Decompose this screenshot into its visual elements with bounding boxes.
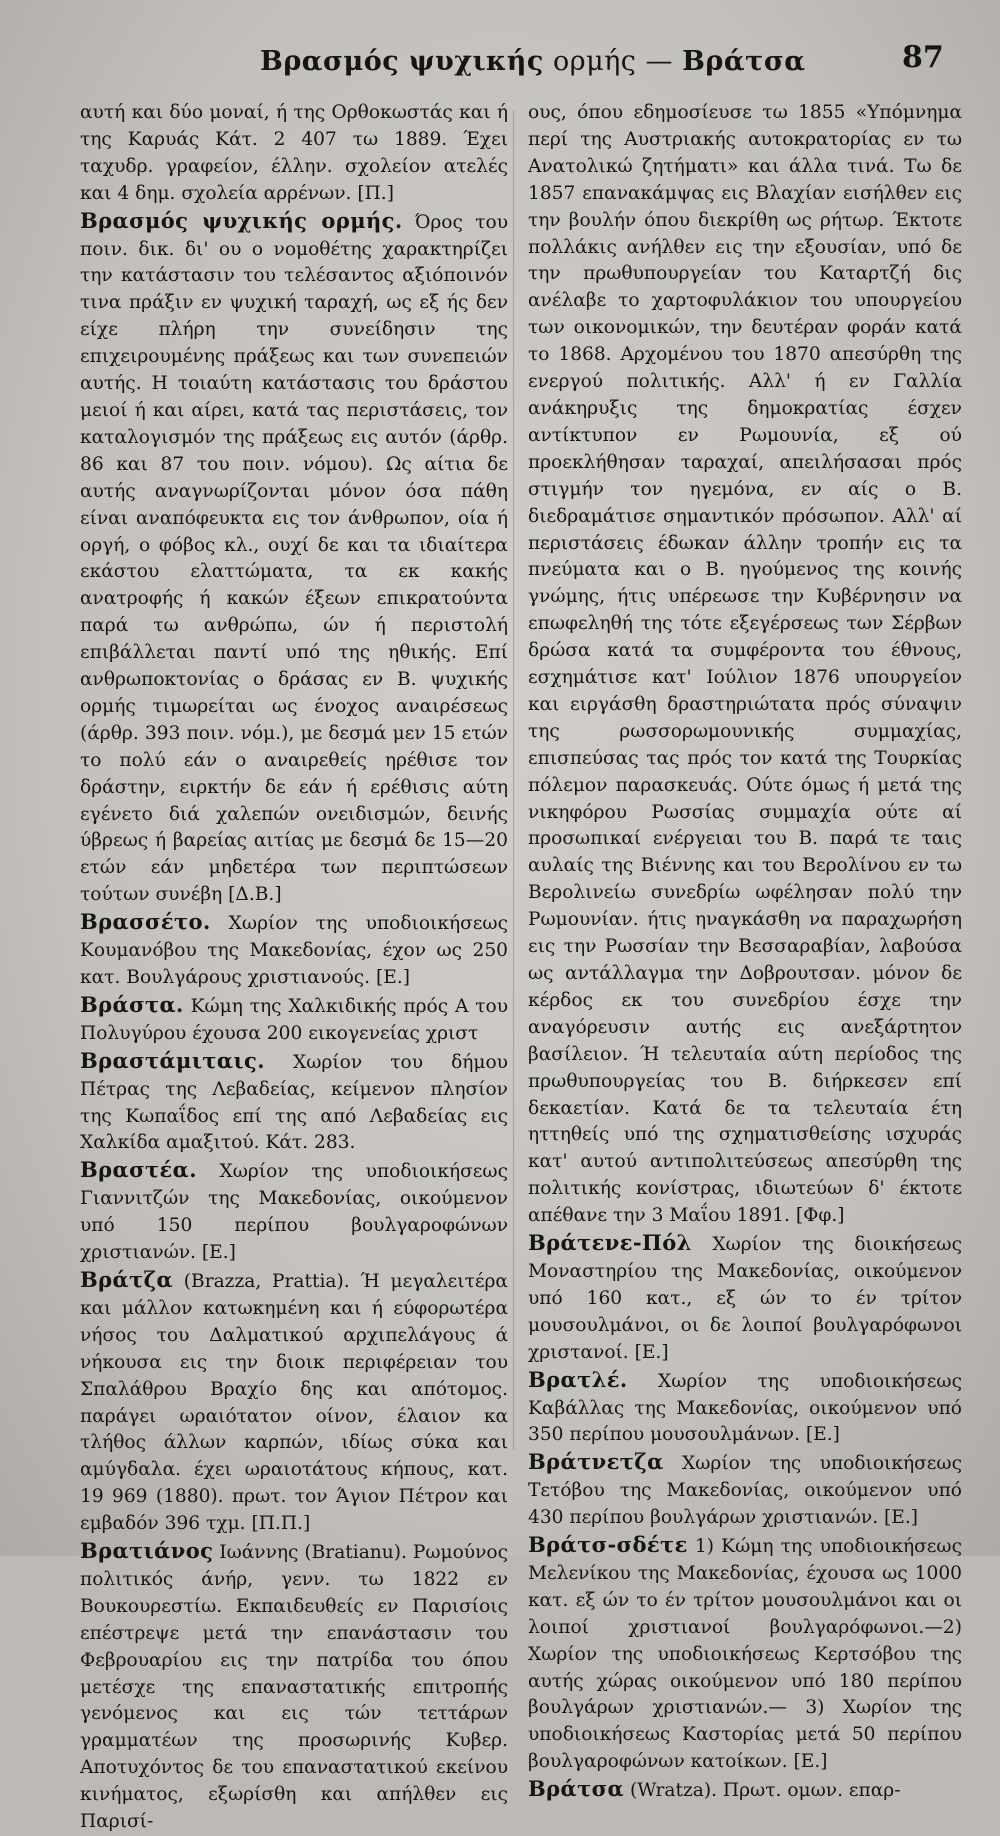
entry [80, 992, 508, 1048]
entry-text: Κώμη της Χαλκιδικής πρός Α του Πολυγύρου έχουσα 200 εικογενείας χριστ [80, 995, 508, 1044]
entry [80, 1538, 508, 1836]
continuation-text: ους, όπου εδημοσίευσε τω 1855 «Υπόμνημα περί της Αυστριακής αυτοκρατορίας εν τω Ανατολικώ ζητήματι» και άλλα τινά. Τω δε 1857 επανακάμψας εις Βλαχίαν εισήλθεν εις την βουλήν όπου διεκρίθη ως ρήτωρ. Έκτοτε πολλάκις ανήλθεν εις την εξουσίαν, υπό δε την πρωθυπουργείαν του Καταρτζή δις ανέλαβε το χαρτοφυλάκιον του υπουργείου των οικονομικών, την δευτέραν φοράν κατά το 1868. Αρχομένου του 1870 απεσύρθη της ενεργού πολιτικής. Αλλ' ή εν Γαλλία ανάκηρυξις της δημοκρατίας έσχεν αντίκτυπον εν Ρωμουνία, εξ ού προεκλήθησαν ταραχαί, απειλήσασαι πρός στιγμήν τον ηγεμόνα, εν αίς ο Β. διεδραμάτισε σημαντικόν πρόσωπον. Αλλ' αί περιστάσεις έδωκαν άλλην τροπήν εις τα πνεύματα και ο Β. ηγούμενος της κοινής γνώμης, ήτις υπέρεωσε την Κυβέρνησιν να επωφεληθή της τότε εξεγέρσεως των Σέρβων δρώσα κατά τα συμφέροντα του έθνους, εσχημάτισε κατ' Ιούλιον 1876 υπουργείον και ειργάσθη δραστηριώτατα πρός σύναψιν της ρωσσορωμουνικής συμμαχίας, επισπεύσας τας πρός τον κατά της Τουρκίας πόλεμον παρασκευάς. Ούτε όμως ή μετά της νικηφόρου Ρωσσίας συμμαχία ούτε αί προσωπικαί ενέργειαι του Β. παρά τε ταις αυλαίς της Βιέννης και του Βερολίνου εν τω Βερολινείω συνεδρίω ωφέλησαν πολύ την Ρωμουνίαν. ήτις ηναγκάσθη να παραχωρήση εις την Ρωσσίαν την Βεσσαραβίαν, λαβούσα ως αντάλλαγμα την Δοβρουτσαν. μόνον δε κέρδος εκ του συνεδρίου έσχε την αναγόρευσιν αυτής εις ανεξάρτητον βασίλειον. Ή τελευταία αύτη περίοδος της πρωθυπουργείας του Β. διήρκεσεν επί δεκαετίαν. Κατά δε τα τελευταία έτη ηττηθείς υπό της σχηματισθείσης ισχυράς κατ' αυτού αντιπολιτεύσεως απεσύρθη της πολιτικής κονίστρας, ιδιωτεύων δ' έκτοτε απέθανε την 3 Μαΐου 1891. [Φφ.] [528, 102, 962, 1227]
entry [528, 1230, 962, 1367]
entry-text: Χωρίον της υποδιοικήσεως Κουμανόβου της Μακεδονίας, έχον ως 250 κατ. Βουλγάρους χριστιανούς. [Ε.] [80, 913, 508, 988]
entry [528, 1367, 962, 1450]
entry [528, 1449, 962, 1532]
entry-headword: Βράτζα [80, 1266, 174, 1292]
entry-headword: Βράτσα [528, 1776, 625, 1802]
entry-headword: Βράτνετζα [528, 1449, 664, 1475]
entry-text: (Wratza). Πρωτ. ομων. επαρ- [624, 1780, 901, 1802]
entry-text: Χωρίον της υποδιοικήσεως Καβάλλας της Μακεδονίας, οικούμενον υπό 350 περίπου μουσουλμάνων. [Ε.] [528, 1370, 962, 1446]
entry-text: Ιωάννης (Bratianu). Ρωμούνος πολιτικός άνήρ, γενν. τω 1822 εν Βουκουρεστίω. Εκπαιδευθείς εν Παρισίοις επέστρεψε μετά την επανάστασιν του Φεβρουαρίου εις την πατρίδα του όπου μετέσχε της επαναστατικής επιτροπής γενόμενος και εις τών τεττάρων γραμματέων της προσωρινής Κυβερ. Αποτυχόντος δε του επαναστατικού εκείνου κινήματος, εξωρίσθη και απήλθεν εις Παρισί- [80, 1542, 508, 1833]
entry-headword: Βραστέα. [80, 1157, 197, 1183]
entry-headword: Βρασσέτο. [80, 909, 211, 935]
entry-text: 1) Κώμη της υποδιοικήσεως Μελενίκου της Μακεδονίας, έχουσα ως 1000 κατ. εξ ών το έν τρίτον μουσουλμάνοι και οι λοιποί χριστιανοί βουλγαρόφωνοι.—2) Χωρίον της υποδιοικήσεως Κερτσόβου της αυτής χώρας οικούμενον υπό 180 περίπου βουλγάρων χριστιανών.— 3) Χωρίον της υποδιοικήσεως Καστορίας μετά 50 περίπου βουλγαροφώνων κατοίκων. [Ε.] [528, 1536, 962, 1773]
heading-middle: ορμής — [543, 46, 683, 77]
entry-headword: Βρασμός ψυχικής ορμής. [80, 207, 403, 233]
entry-text: Χωρίον της υποδιοικήσεως Τετόβου της Μακεδονίας, οικούμενον υπό 430 περίπου βουλγάρων χριστιανών. [Ε.] [528, 1453, 962, 1529]
page-number: 87 [902, 40, 944, 75]
entry-headword: Βράτενε-Πόλ [528, 1230, 692, 1256]
continuation-text: αυτή και δύο μοναί, ή της Ορθοκωστάς και ή της Καρυάς Κάτ. 2 407 τω 1889. Έχει ταχυδρ. γραφείον, έλλην. σχολείον ατελές και 4 δημ. σχολεία αρρένων. [Π.] [80, 102, 508, 204]
column-divider [513, 110, 514, 1450]
entry [80, 1048, 508, 1158]
entry-headword: Βράστα. [80, 991, 184, 1017]
entry [80, 1267, 508, 1538]
entry-text: Χωρίον του δήμου Πέτρας της Λεβαδείας, κείμενον πλησίον της Κωπαΐδος επί της από Λεβαδείας εις Χαλκίδα αμαξιτού. Κάτ. 283. [80, 1051, 508, 1154]
heading-last-word: Βράτσα [682, 46, 806, 77]
left-column [80, 100, 508, 1836]
heading-first-word: Βρασμός ψυχικής [260, 46, 544, 77]
entry-headword: Βρατιάνος [80, 1538, 214, 1564]
entry [80, 208, 508, 910]
entry-text: Χωρίον της υποδιοικήσεως Γιαννιτζών της Μακεδονίας, οικούμενον υπό 150 περίπου βουλγαροφώνων χριστιανών. [Ε.] [80, 1161, 508, 1264]
entry [528, 1776, 962, 1805]
entry-headword: Βρατλέ. [528, 1366, 628, 1392]
entry-headword: Βραστάμιταις. [80, 1047, 265, 1073]
entry [528, 1532, 962, 1776]
right-column [528, 100, 962, 1805]
running-head [0, 40, 1000, 90]
entry [80, 909, 508, 992]
entry-text: (Brazza, Prattia). Ή μεγαλειτέρα και μάλλον κατωκημένη και ή εύφορωτέρα νήσος του Δαλματικού αρχιπελάγους ά νήκουσα εις την διοικ περιφέρειαν του Σπαλάθρου Βραχίο δης και απότομος. παράγει ωραιότατον οίνον, έλαιον κα τλήθος άλλων καρπών, ιδίως σύκα και αμύγδαλα. έχει ωραιοτάτους κήπους, κατ. 19 969 (1880). πρωτ. τον Άγιον Πέτρον και εμβαδόν 396 τχμ. [Π.Π.] [80, 1270, 508, 1535]
entry-text: Όρος του ποιν. δικ. δι' ου ο νομοθέτης χαρακτηρίζει την κατάστασιν του τελέσαντος αξιόποινόν τινα πράξιν εν ψυχική ταραχή, ως εξ ής δεν είχε πλήρη την συνείδησιν της επιχειρουμένης πράξεως και των συνεπειών αυτής. Η τοιαύτη κατάστασις του δράστου μειοί ή και αίρει, κατά τας περιστάσεις, τον καταλογισμόν της πράξεως εις αυτόν (άρθρ. 86 και 87 του ποιν. νόμου). Ως αίτια δε αυτής αναγνωρίζονται μόνον όσα πάθη είναι αναπόφευκτα εις τον άνθρωπον, οία ή οργή, ο φόβος κλ., ουχί δε και τα ιδιαίτερα εκάστου ελαττώματα, τα εκ κακής ανατροφής ή κακών έξεων επικρατούντα παρά τω ανθρώπω, ών ή περιστολή επιβάλλεται παντί υπό της ηθικής. Επί ανθρωποκτονίας ο δράσας εν Β. ψυχικής ορμής τιμωρείται ως ένοχος αναιρέσεως (άρθρ. 393 ποιν. νόμ.), με δεσμά μεν 15 ετών το πολύ εάν ο αναιρεθείς ηρέθισε τον δράστην, ειρκτήν δε εάν ή ερέθισις αύτη εγένετο διά χαλεπών ονειδισμών, δεινής ύβρεως ή βαρείας αιτίας με δεσμά δε 15—20 ετών εάν μηδετέρα των περιπτώσεων τούτων συνέβη [Δ.Β.] [80, 211, 508, 906]
page-heading [260, 46, 806, 77]
entry-headword: Βράτσ-σδέτε [528, 1532, 688, 1558]
entry [80, 1157, 508, 1267]
entry-text: Χωρίον της διοικήσεως Μοναστηρίου της Μακεδονίας, οικούμενον υπό 160 κατ., εξ ών το έν τρίτον μουσουλμάνοι, οι δε λοιποί βουλγαρόφωνοι χριστανοί. [Ε.] [528, 1234, 962, 1363]
